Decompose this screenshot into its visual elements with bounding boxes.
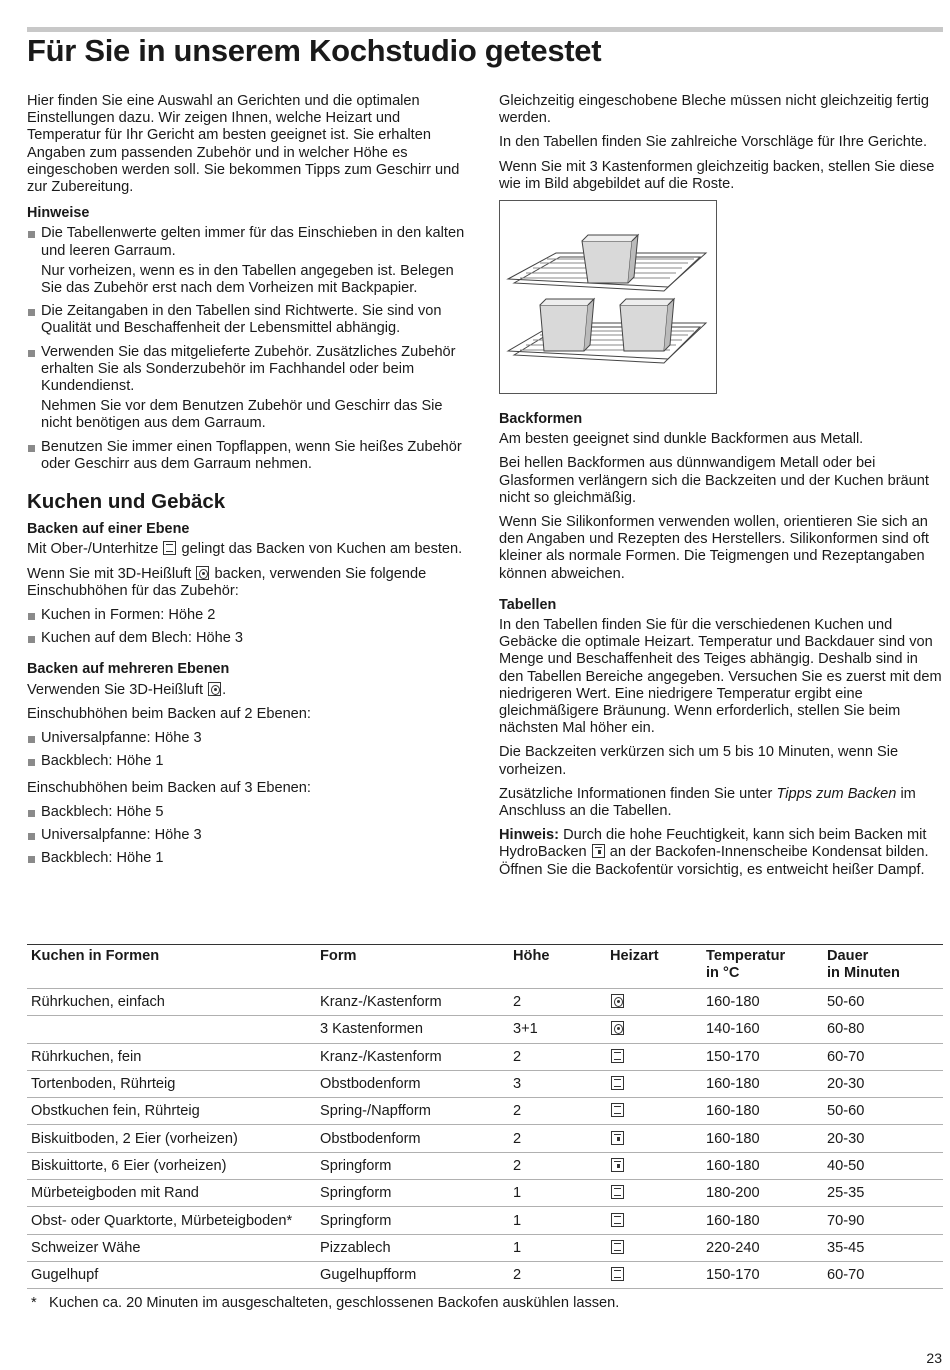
column-header [27, 945, 316, 989]
tabellen-heading: Tabellen [499, 596, 557, 613]
left-column [27, 93, 473, 873]
topbottom-icon [611, 1103, 624, 1117]
table-cell-form: Obstbodenform [316, 1070, 509, 1097]
table-cell-temp: 150-170 [702, 1261, 823, 1288]
table-cell-form: Kranz-/Kastenform [316, 1043, 509, 1070]
backformen-p1: Am besten geeignet sind dunkle Backformen aus Metall. [499, 431, 864, 448]
table-row [27, 1207, 943, 1234]
hotair-icon [611, 1021, 624, 1035]
table-row [27, 989, 943, 1016]
table-cell-temp: 160-180 [702, 989, 823, 1016]
table-cell-temp: 150-170 [702, 1043, 823, 1070]
topbottom-icon [611, 1267, 624, 1281]
table-cell-temp: 140-160 [702, 1016, 823, 1043]
section-heading-kuchen: Kuchen und Gebäck [27, 490, 226, 514]
table-row [27, 1016, 943, 1043]
list-item [27, 730, 473, 747]
tabellen-p1: In den Tabellen finden Sie für die verschiedenen Kuchen und Gebäcke die optimale Heizart. Temperatur und Backdauer sind von Menge und Beschaffenheit des Teiges abhängig. Deshalb sind in den Tabellen Bereiche angegeben. Versuchen Sie es zuerst mit dem niedrigeren Wert. Eine niedrigere Temperatur ergibt eine gleichmäßigere Bräunung. Wenn erforderlich, stellen Sie beim nächsten Mal höher ein. [499, 617, 942, 737]
text-span: . [222, 681, 227, 698]
list-item [27, 630, 473, 647]
topbottom-icon [611, 1076, 624, 1090]
table-row [27, 1070, 943, 1097]
column-header [823, 945, 943, 989]
table-cell-name: Biskuitboden, 2 Eier (vorheizen) [27, 1125, 316, 1152]
table-cell-dauer: 60-80 [823, 1016, 943, 1043]
lower-pan-right-top [620, 299, 674, 305]
table-cell-heizart [606, 1016, 702, 1043]
list-item-text: Backblech: Höhe 5 [41, 803, 164, 820]
tabellen-hinweis [499, 827, 945, 879]
table-cell-dauer: 70-90 [823, 1207, 943, 1234]
einer-ebene-p2 [27, 566, 473, 600]
header-rule [27, 27, 943, 32]
table-footnote [27, 1295, 943, 1311]
hotair-icon [196, 566, 209, 580]
table-cell-hoehe: 3+1 [509, 1016, 606, 1043]
table-cell-heizart [606, 1152, 702, 1179]
tabellen-p3 [499, 786, 945, 820]
table-cell-dauer: 60-70 [823, 1261, 943, 1288]
table-cell-name: Obst- oder Quarktorte, Mürbeteigboden* [27, 1207, 316, 1234]
header-text: Temperatur [706, 948, 786, 964]
list-item-text: Verwenden Sie das mitgelieferte Zubehör. Zusätzliches Zubehör erhalten Sie als Sonderzubehör im Fachhandel oder beim Kundendienst. [41, 343, 456, 395]
table-cell-hoehe: 2 [509, 1152, 606, 1179]
baking-table [27, 944, 943, 1289]
table-cell-heizart [606, 1207, 702, 1234]
table-cell-form: Pizzablech [316, 1234, 509, 1261]
table-cell-hoehe: 2 [509, 1261, 606, 1288]
bullet-icon [28, 445, 35, 452]
backformen-heading: Backformen [499, 411, 583, 428]
table-cell-temp: 160-180 [702, 1152, 823, 1179]
column-header [316, 945, 509, 989]
table-cell-hoehe: 2 [509, 1043, 606, 1070]
bullet-icon [28, 833, 35, 840]
table-cell-hoehe: 1 [509, 1180, 606, 1207]
table-cell-dauer: 50-60 [823, 1098, 943, 1125]
table-cell-hoehe: 2 [509, 1125, 606, 1152]
table-cell-name: Biskuittorte, 6 Eier (vorheizen) [27, 1152, 316, 1179]
text-span: Durch die hohe Feuchtigkeit, kann sich beim Backen mit HydroBacken [499, 827, 927, 861]
topbottom-icon [611, 1049, 624, 1063]
baking-table-section [27, 944, 943, 1311]
two-levels-list [27, 730, 473, 770]
mehrere-ebenen-p3: Einschubhöhen beim Backen auf 3 Ebenen: [27, 779, 311, 796]
table-cell-heizart [606, 1043, 702, 1070]
list-item-text: Universalpfanne: Höhe 3 [41, 730, 202, 747]
table-cell-dauer: 20-30 [823, 1070, 943, 1097]
text-span: Zusätzliche Informationen finden Sie unter [499, 785, 773, 802]
table-cell-dauer: 35-45 [823, 1234, 943, 1261]
list-item-subtext: Nehmen Sie vor dem Benutzen Zubehör und Geschirr das Sie nicht benötigen aus dem Garraum. [41, 398, 443, 432]
table-cell-name: Gugelhupf [27, 1261, 316, 1288]
table-cell-heizart [606, 989, 702, 1016]
table-cell-dauer: 20-30 [823, 1125, 943, 1152]
right-p1: Gleichzeitig eingeschobene Bleche müssen nicht gleichzeitig fertig werden. [499, 93, 929, 127]
table-cell-dauer: 60-70 [823, 1043, 943, 1070]
list-item-subtext: Nur vorheizen, wenn es in den Tabellen angegeben ist. Belegen Sie das Zubehör erst nach dem Vorheizen mit Backpapier. [41, 262, 454, 297]
list-item-text: Universalpfanne: Höhe 3 [41, 826, 202, 843]
list-item [27, 303, 473, 337]
list-item [27, 344, 473, 433]
table-cell-form: Spring-/Napfform [316, 1098, 509, 1125]
table-cell-name: Rührkuchen, einfach [27, 989, 316, 1016]
hotair-icon [208, 682, 221, 696]
table-cell-form: Gugelhupfform [316, 1261, 509, 1288]
upper-pan-top [582, 235, 638, 241]
page-number: 23 [926, 1350, 942, 1366]
einer-ebene-p1 [27, 541, 473, 558]
table-cell-form: Kranz-/Kastenform [316, 989, 509, 1016]
list-item [27, 607, 473, 624]
bullet-icon [28, 636, 35, 643]
loaf-pans-illustration [499, 200, 717, 394]
table-cell-name: Obstkuchen fein, Rührteig [27, 1098, 316, 1125]
intro-paragraph: Hier finden Sie eine Auswahl an Gerichten und die optimalen Einstellungen dazu. Wir zeigen Ihnen, welche Heizart und Temperatur für Ihr Gericht am besten geeignet ist. Sie erhalten Angaben zum passenden Zubehör und in welcher Höhe es eingeschoben werden soll. Sie bekommen Tipps zum Geschirr und zur Zubereitung. [27, 93, 460, 196]
bullet-icon [28, 856, 35, 863]
list-item [27, 827, 473, 844]
list-item [27, 804, 473, 821]
table-row [27, 1125, 943, 1152]
lower-pan-right [620, 305, 668, 351]
bullet-icon [28, 231, 35, 238]
tabellen-p2: Die Backzeiten verkürzen sich um 5 bis 10 Minuten, wenn Sie vorheizen. [499, 744, 899, 778]
table-cell-heizart [606, 1125, 702, 1152]
table-cell-temp: 160-180 [702, 1207, 823, 1234]
bullet-icon [28, 759, 35, 766]
column-header [702, 945, 823, 989]
table-row [27, 1098, 943, 1125]
list-item-text: Benutzen Sie immer einen Topflappen, wenn Sie heißes Zubehör oder Geschirr aus dem Garraum nehmen. [41, 438, 462, 472]
right-p2: In den Tabellen finden Sie zahlreiche Vorschläge für Ihre Gerichte. [499, 134, 928, 151]
table-cell-dauer: 40-50 [823, 1152, 943, 1179]
hinweis-label: Hinweis: [499, 827, 560, 844]
table-cell-form: Obstbodenform [316, 1125, 509, 1152]
header-text: Dauer [827, 948, 869, 964]
footnote-text: Kuchen ca. 20 Minuten im ausgeschalteten, geschlossenen Backofen auskühlen lassen. [49, 1295, 620, 1312]
list-item [27, 753, 473, 770]
table-cell-dauer: 25-35 [823, 1180, 943, 1207]
topbottom-icon [611, 1240, 624, 1254]
topbottom-heat-icon [163, 541, 176, 555]
hydro-icon [611, 1131, 624, 1145]
backformen-p3: Wenn Sie Silikonformen verwenden wollen, orientieren Sie sich an den Angaben und Rezepten des Herstellers. Silikonformen sind oft kleiner als normale Formen. Die Teigmengen und Rezeptangaben können abweichen. [499, 514, 929, 582]
table-cell-hoehe: 2 [509, 989, 606, 1016]
table-header-row [27, 945, 943, 989]
list-item [27, 439, 473, 473]
topbottom-icon [611, 1185, 624, 1199]
hinweise-list [27, 225, 473, 473]
header-text: Form [320, 948, 357, 964]
table-cell-form: Springform [316, 1152, 509, 1179]
bullet-icon [28, 736, 35, 743]
table-cell-dauer: 50-60 [823, 989, 943, 1016]
text-span: backen, verwenden Sie folgende Einschubhöhen für das Zubehör: [27, 565, 427, 599]
table-cell-heizart [606, 1070, 702, 1097]
list-item-text: Die Zeitangaben in den Tabellen sind Richtwerte. Sie sind von Qualität und Beschaffenheit der Lebensmittel abhängig. [41, 303, 442, 337]
emphasis-link-text: Tipps zum Backen [776, 785, 897, 802]
table-cell-name: Schweizer Wähe [27, 1234, 316, 1261]
upper-pan [582, 241, 632, 283]
table-cell-temp: 160-180 [702, 1070, 823, 1097]
right-p3: Wenn Sie mit 3 Kastenformen gleichzeitig backen, stellen Sie diese wie im Bild abgebildet auf die Roste. [499, 158, 935, 192]
table-cell-name: Rührkuchen, fein [27, 1043, 316, 1070]
list-item-text: Kuchen auf dem Blech: Höhe 3 [41, 630, 244, 647]
table-row [27, 1234, 943, 1261]
text-span: im Anschluss an die Tabellen. [499, 785, 916, 820]
table-cell-heizart [606, 1234, 702, 1261]
einer-ebene-list [27, 607, 473, 647]
table-cell-form: Springform [316, 1207, 509, 1234]
right-column [499, 93, 945, 886]
list-item-text: Backblech: Höhe 1 [41, 753, 164, 770]
table-cell-heizart [606, 1098, 702, 1125]
text-span: Verwenden Sie 3D-Heißluft [27, 681, 204, 698]
lower-pan-left-top [540, 299, 594, 305]
list-item [27, 850, 473, 867]
table-cell-hoehe: 1 [509, 1207, 606, 1234]
bullet-icon [28, 309, 35, 316]
table-cell-temp: 220-240 [702, 1234, 823, 1261]
text-span: gelingt das Backen von Kuchen am besten. [181, 541, 463, 558]
page-title: Für Sie in unserem Kochstudio getestet [27, 33, 602, 68]
table-cell-heizart [606, 1261, 702, 1288]
hydro-icon [611, 1158, 624, 1172]
topbottom-icon [611, 1213, 624, 1227]
table-cell-hoehe: 3 [509, 1070, 606, 1097]
list-item-text: Kuchen in Formen: Höhe 2 [41, 607, 216, 624]
table-cell-name: Tortenboden, Rührteig [27, 1070, 316, 1097]
hinweise-heading: Hinweise [27, 205, 90, 222]
bullet-icon [28, 350, 35, 357]
table-cell-form: Springform [316, 1180, 509, 1207]
text-span: an der Backofen-Innenscheibe Kondensat bilden. Öffnen Sie die Backofentür vorsichtig, es entweicht heißer Dampf. [499, 844, 929, 878]
mehrere-ebenen-p2: Einschubhöhen beim Backen auf 2 Ebenen: [27, 705, 311, 722]
backformen-p2: Bei hellen Backformen aus dünnwandigem Metall oder bei Glasformen verlängern sich die Backzeiten und der Kuchen bräunt nicht so gleichmäßig. [499, 455, 929, 506]
list-item [27, 225, 473, 297]
table-cell-heizart [606, 1180, 702, 1207]
table-cell-temp: 180-200 [702, 1180, 823, 1207]
table-row [27, 1180, 943, 1207]
header-text: Heizart [610, 948, 659, 964]
bullet-icon [28, 613, 35, 620]
table-row [27, 1261, 943, 1288]
header-text: Kuchen in Formen [31, 948, 160, 964]
table-cell-form: 3 Kastenformen [316, 1016, 509, 1043]
text-span: Wenn Sie mit 3D-Heißluft [27, 565, 192, 582]
column-header [509, 945, 606, 989]
list-item-text: Backblech: Höhe 1 [41, 850, 164, 867]
table-body [27, 989, 943, 1289]
table-row [27, 1152, 943, 1179]
mehrere-ebenen-p1 [27, 682, 473, 699]
footnote-marker: * [31, 1295, 37, 1312]
table-cell-hoehe: 2 [509, 1098, 606, 1125]
table-cell-temp: 160-180 [702, 1098, 823, 1125]
hotair-icon [611, 994, 624, 1008]
table-cell-temp: 160-180 [702, 1125, 823, 1152]
mehrere-ebenen-heading: Backen auf mehreren Ebenen [27, 661, 230, 678]
table-cell-name: Mürbeteigboden mit Rand [27, 1180, 316, 1207]
header-text: in °C [706, 965, 740, 981]
lower-pan-left [540, 305, 588, 351]
list-item-text: Die Tabellenwerte gelten immer für das Einschieben in den kalten und leeren Garraum. [41, 225, 465, 259]
header-text: in Minuten [827, 965, 900, 981]
table-cell-name [27, 1016, 316, 1043]
three-levels-list [27, 804, 473, 868]
table-row [27, 1043, 943, 1070]
header-text: Höhe [513, 948, 550, 964]
text-span: Mit Ober-/Unterhitze [27, 541, 159, 558]
hydrobacken-icon [592, 844, 605, 858]
column-header [606, 945, 702, 989]
table-cell-hoehe: 1 [509, 1234, 606, 1261]
einer-ebene-heading: Backen auf einer Ebene [27, 521, 190, 538]
bullet-icon [28, 810, 35, 817]
oven-racks-drawing [500, 201, 716, 393]
